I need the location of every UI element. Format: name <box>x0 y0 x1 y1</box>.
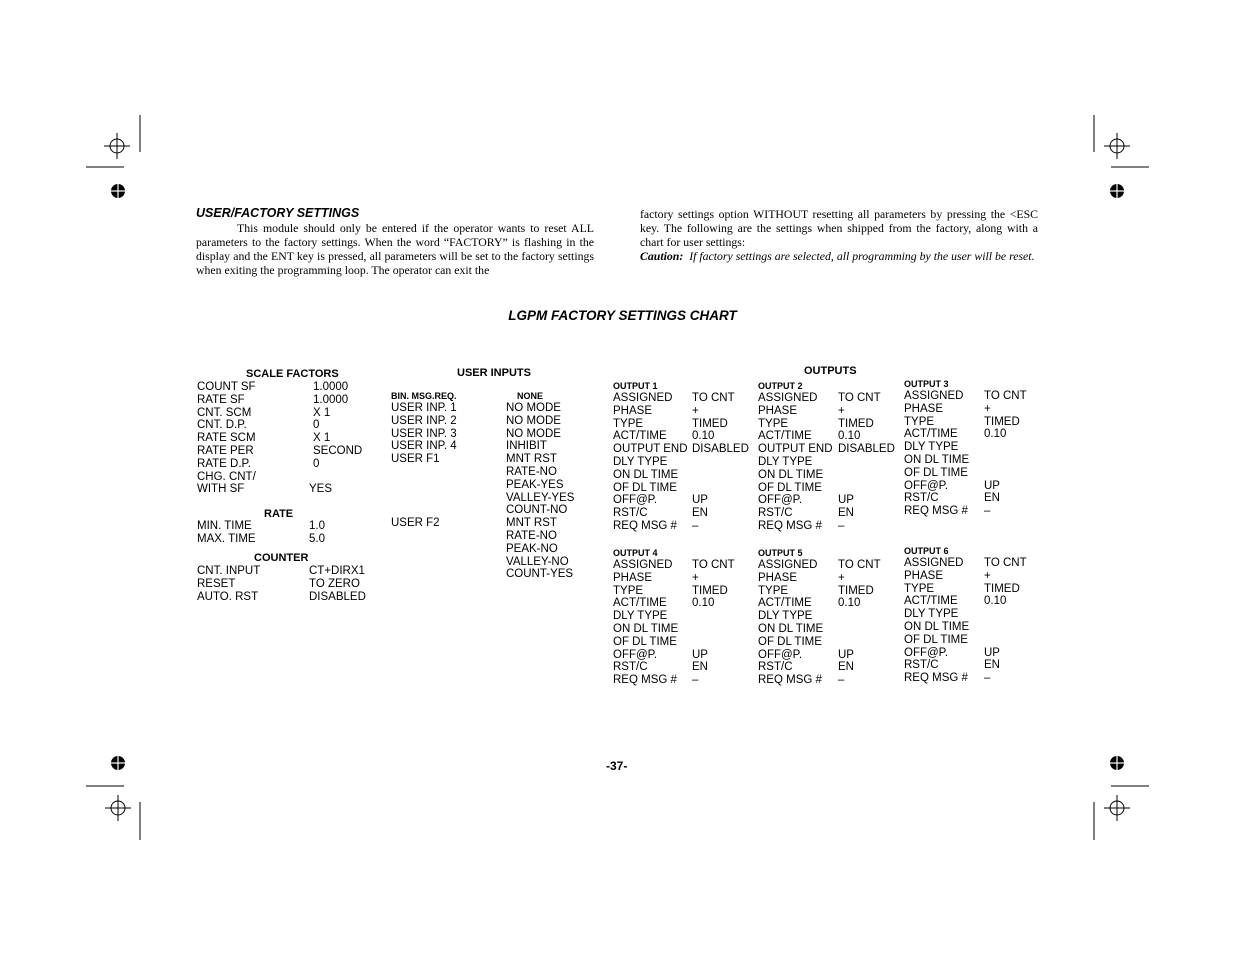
table-row <box>758 507 898 520</box>
cell-label: DLY TYPE <box>613 610 668 623</box>
cell-value: + <box>984 569 991 582</box>
cell-label: OUTPUT END <box>758 443 833 456</box>
cell-value: – <box>838 674 845 687</box>
counter-table <box>197 565 377 603</box>
cell-label: DLY TYPE <box>758 610 813 623</box>
cell-label: TYPE <box>904 415 935 428</box>
table-row <box>613 623 753 636</box>
right-paragraph: factory settings option WITHOUT resetting all parameters by pressing the <ESC key. The following are the settings when shipped from the factory, along with a chart for user settings: <box>640 207 1038 249</box>
table-row <box>904 647 1034 660</box>
cell-label: ACT/TIME <box>613 430 667 443</box>
table-row <box>613 392 753 405</box>
table-row <box>904 621 1034 634</box>
cell-value: INHIBIT <box>506 440 547 453</box>
table-row <box>391 466 591 479</box>
table-row <box>613 469 753 482</box>
output-3-heading: OUTPUT 3 <box>904 379 949 389</box>
table-row <box>904 467 1034 480</box>
cell-value: – <box>984 505 991 518</box>
cell-label: ACT/TIME <box>904 428 958 441</box>
cell-value: – <box>692 674 699 687</box>
cell-label: OFF@P. <box>904 646 949 659</box>
cell-value: NO MODE <box>506 402 561 414</box>
table-row <box>197 565 377 578</box>
left-paragraph: This module should only be entered if the operator wants to reset ALL parameters to the factory settings. When the word “FACTORY” is flashing in the display and the ENT key is pressed, all parameters will be set to the factory settings when exiting the programming loop. The operator can exit the <box>196 221 594 277</box>
table-row <box>197 591 377 604</box>
cell-label: DLY TYPE <box>758 455 813 468</box>
cell-value: EN <box>984 492 1000 505</box>
output-3-table <box>904 390 1034 518</box>
table-row <box>613 456 753 469</box>
caution-label: Caution: <box>640 249 684 263</box>
table-row <box>613 405 753 418</box>
cell-value: 0 <box>313 419 320 432</box>
cell-value: 0.10 <box>984 428 1007 441</box>
cell-value: COUNT-NO <box>506 504 568 517</box>
cell-value: UP <box>692 648 708 661</box>
cell-value: UP <box>984 646 1000 659</box>
cell-label: CNT. INPUT <box>197 565 261 577</box>
section-title: USER/FACTORY SETTINGS <box>196 206 360 220</box>
table-row <box>613 636 753 649</box>
cell-label: AUTO. RST <box>197 590 259 603</box>
cell-label: PHASE <box>904 569 943 582</box>
table-row <box>758 469 898 482</box>
cell-label: ON DL TIME <box>904 453 970 466</box>
table-row <box>758 623 898 636</box>
table-row <box>391 556 591 569</box>
cell-value: 0 <box>313 457 320 470</box>
cell-value: 1.0000 <box>313 393 349 406</box>
cell-value: DISABLED <box>309 590 366 603</box>
table-row <box>391 402 591 415</box>
cell-label: REQ MSG # <box>904 672 968 685</box>
table-row <box>904 492 1034 505</box>
cell-value: + <box>838 571 845 584</box>
output-4-table <box>613 559 753 687</box>
cell-value: TIMED <box>692 417 728 430</box>
table-row <box>613 610 753 623</box>
cell-value: TO ZERO <box>309 577 360 590</box>
table-row <box>391 543 591 556</box>
cell-value: SECOND <box>313 444 363 457</box>
cell-value: TO CNT <box>984 390 1027 402</box>
table-row <box>197 471 377 484</box>
cell-label: OFF@P. <box>613 648 658 661</box>
cell-label: ACT/TIME <box>613 597 667 610</box>
table-row <box>613 597 753 610</box>
table-row <box>613 585 753 598</box>
page-number: -37- <box>606 759 628 773</box>
cell-label: OF DL TIME <box>613 481 677 494</box>
cell-value: YES <box>309 483 333 496</box>
table-row <box>197 407 377 420</box>
cell-label: ON DL TIME <box>613 622 679 635</box>
cell-label: MIN. TIME <box>197 520 252 532</box>
cell-value: EN <box>692 661 708 674</box>
output-6-table <box>904 557 1034 685</box>
table-row <box>391 530 591 543</box>
table-row <box>613 507 753 520</box>
cell-value: UP <box>692 494 708 507</box>
cell-label: REQ MSG # <box>613 674 677 687</box>
table-row <box>904 557 1034 570</box>
cell-value: TIMED <box>838 584 874 597</box>
table-row <box>391 504 591 517</box>
cell-value: TO CNT <box>984 557 1027 569</box>
cell-value: TIMED <box>984 415 1020 428</box>
cell-value: TO CNT <box>692 392 735 404</box>
cell-value: EN <box>838 507 854 520</box>
table-row <box>904 428 1034 441</box>
cell-label: ASSIGNED <box>758 392 818 404</box>
cell-label: USER INP. 3 <box>391 427 457 440</box>
cell-value: MNT RST <box>506 453 557 466</box>
cell-label: TYPE <box>613 417 644 430</box>
table-row <box>613 649 753 662</box>
cell-label: PHASE <box>613 571 652 584</box>
table-row <box>758 661 898 674</box>
table-row <box>904 570 1034 583</box>
table-row <box>197 394 377 407</box>
table-row <box>904 672 1034 685</box>
table-row <box>758 405 898 418</box>
cell-label: PHASE <box>758 571 797 584</box>
caution-text: If factory settings are selected, all programming by the user will be reset. <box>689 249 1035 263</box>
cell-label: RST/C <box>904 659 939 672</box>
table-row <box>613 661 753 674</box>
cell-label: OFF@P. <box>758 648 803 661</box>
chart-title: LGPM FACTORY SETTINGS CHART <box>508 308 737 323</box>
output-5-heading: OUTPUT 5 <box>758 548 803 558</box>
table-row <box>758 482 898 495</box>
cell-label: RATE D.P. <box>197 457 251 470</box>
cell-label: USER INP. 1 <box>391 402 457 414</box>
table-row <box>758 597 898 610</box>
table-row <box>613 418 753 431</box>
cell-label: CNT. SCM <box>197 406 252 419</box>
table-row <box>197 445 377 458</box>
table-row <box>904 608 1034 621</box>
table-row <box>613 520 753 533</box>
cell-label: WITH SF <box>197 483 245 496</box>
table-row <box>613 430 753 443</box>
output-1-heading: OUTPUT 1 <box>613 381 658 391</box>
cell-value: – <box>838 519 845 532</box>
table-row <box>758 443 898 456</box>
cell-label: REQ MSG # <box>613 519 677 532</box>
cell-label: TYPE <box>613 584 644 597</box>
cell-value: 0.10 <box>838 430 861 443</box>
output-5-table <box>758 559 898 687</box>
cell-value: RATE-NO <box>506 465 557 478</box>
cell-label: REQ MSG # <box>758 674 822 687</box>
cell-value: PEAK-YES <box>506 478 564 491</box>
cell-label: CNT. D.P. <box>197 419 247 432</box>
cell-value: TO CNT <box>692 559 735 571</box>
cell-label: RESET <box>197 577 236 590</box>
output-1-table <box>613 392 753 533</box>
cell-value: CT+DIRX1 <box>309 565 365 577</box>
cell-value: X 1 <box>313 406 331 419</box>
cell-value: TIMED <box>838 417 874 430</box>
table-row <box>197 520 377 533</box>
table-row <box>391 453 591 466</box>
output-2-heading: OUTPUT 2 <box>758 381 803 391</box>
cell-value: 0.10 <box>692 597 715 610</box>
table-row <box>613 559 753 572</box>
cell-value: RATE-NO <box>506 529 557 542</box>
cell-value: NO MODE <box>506 414 561 427</box>
user-inputs-table <box>391 402 591 581</box>
cell-value: X 1 <box>313 432 331 445</box>
table-row <box>197 578 377 591</box>
table-row <box>758 649 898 662</box>
cell-label: PHASE <box>904 402 943 415</box>
cell-value: EN <box>838 661 854 674</box>
cell-label: CHG. CNT/ <box>197 470 256 483</box>
table-row <box>758 418 898 431</box>
cell-label: OUTPUT END <box>613 443 688 456</box>
cell-value: UP <box>984 479 1000 492</box>
cell-label: ON DL TIME <box>904 620 970 633</box>
cell-value: EN <box>692 507 708 520</box>
cell-value: TIMED <box>984 582 1020 595</box>
cell-label: ACT/TIME <box>758 430 812 443</box>
cell-value: DISABLED <box>692 443 749 456</box>
output-2-table <box>758 392 898 533</box>
cell-value: PEAK-NO <box>506 542 558 555</box>
cell-label: RATE SCM <box>197 432 256 445</box>
table-row <box>613 494 753 507</box>
cell-value: + <box>692 404 699 417</box>
cell-label: TYPE <box>758 584 789 597</box>
cell-label: DLY TYPE <box>613 455 668 468</box>
table-row <box>904 454 1034 467</box>
cell-label: REQ MSG # <box>904 505 968 518</box>
cell-label: ON DL TIME <box>613 468 679 481</box>
table-row <box>904 416 1034 429</box>
table-row <box>904 441 1034 454</box>
table-row <box>391 479 591 492</box>
cell-label: RST/C <box>613 507 648 520</box>
user-inputs-heading: USER INPUTS <box>457 367 531 379</box>
cell-value: 1.0000 <box>313 381 349 393</box>
cell-value: NO MODE <box>506 427 561 440</box>
outputs-heading: OUTPUTS <box>804 365 857 377</box>
cell-value: UP <box>838 648 854 661</box>
cell-value: – <box>984 672 991 685</box>
cell-label: ON DL TIME <box>758 468 824 481</box>
table-row <box>758 610 898 623</box>
table-row <box>758 572 898 585</box>
cell-value: COUNT-YES <box>506 568 574 581</box>
cell-label: OFF@P. <box>758 494 803 507</box>
table-row <box>613 572 753 585</box>
cell-label: PHASE <box>758 404 797 417</box>
cell-label: OF DL TIME <box>613 635 677 648</box>
cell-label: OFF@P. <box>904 479 949 492</box>
cell-value: + <box>984 402 991 415</box>
table-row <box>904 634 1034 647</box>
cell-value: + <box>692 571 699 584</box>
cell-label: ASSIGNED <box>613 559 673 571</box>
cell-value: 0.10 <box>838 597 861 610</box>
table-row <box>197 381 377 394</box>
cell-label: ASSIGNED <box>758 559 818 571</box>
table-row <box>904 659 1034 672</box>
table-row <box>391 517 591 530</box>
table-row <box>904 403 1034 416</box>
table-row <box>758 585 898 598</box>
table-row <box>758 456 898 469</box>
cell-value: 1.0 <box>309 520 325 532</box>
cell-value: EN <box>984 659 1000 672</box>
table-row <box>758 559 898 572</box>
cell-value: + <box>838 404 845 417</box>
cell-value: MNT RST <box>506 517 557 530</box>
table-row <box>758 520 898 533</box>
cell-label: OFF@P. <box>613 494 658 507</box>
cell-label: DLY TYPE <box>904 608 959 621</box>
table-row <box>904 595 1034 608</box>
cell-value: DISABLED <box>838 443 895 456</box>
none-header: NONE <box>517 391 544 401</box>
cell-value: TO CNT <box>838 559 881 571</box>
cell-label: RATE SF <box>197 393 245 406</box>
bin-msg-req-header: BIN. MSG.REQ. <box>391 391 457 401</box>
cell-label: USER F1 <box>391 453 440 466</box>
table-row <box>613 482 753 495</box>
cell-value: 5.0 <box>309 532 325 545</box>
output-6-heading: OUTPUT 6 <box>904 546 949 556</box>
cell-label: ASSIGNED <box>613 392 673 404</box>
cell-label: RATE PER <box>197 444 254 457</box>
cell-label: ACT/TIME <box>904 595 958 608</box>
table-row <box>197 533 377 546</box>
table-row <box>613 443 753 456</box>
table-row <box>904 583 1034 596</box>
cell-value: – <box>692 519 699 532</box>
table-row <box>758 494 898 507</box>
cell-label: TYPE <box>758 417 789 430</box>
cell-value: VALLEY-NO <box>506 555 569 568</box>
table-row <box>758 392 898 405</box>
cell-label: OF DL TIME <box>904 633 968 646</box>
cell-label: OF DL TIME <box>758 481 822 494</box>
cell-label: ON DL TIME <box>758 622 824 635</box>
caution-note <box>640 249 1038 263</box>
table-row <box>391 428 591 441</box>
table-row <box>758 674 898 687</box>
cell-label: OF DL TIME <box>904 466 968 479</box>
table-row <box>758 430 898 443</box>
counter-heading: COUNTER <box>254 552 309 564</box>
rate-heading: RATE <box>264 508 294 520</box>
cell-label: TYPE <box>904 582 935 595</box>
scale-factors-table <box>197 381 377 496</box>
cell-label: RST/C <box>904 492 939 505</box>
cell-label: PHASE <box>613 404 652 417</box>
table-row <box>197 419 377 432</box>
output-4-heading: OUTPUT 4 <box>613 548 658 558</box>
cell-value: VALLEY-YES <box>506 491 575 504</box>
cell-label: ASSIGNED <box>904 390 964 402</box>
cell-value: TIMED <box>692 584 728 597</box>
cell-label: USER INP. 4 <box>391 440 457 453</box>
cell-value: TO CNT <box>838 392 881 404</box>
table-row <box>904 505 1034 518</box>
table-row <box>391 492 591 505</box>
cell-label: USER INP. 2 <box>391 414 457 427</box>
cell-label: COUNT SF <box>197 381 256 393</box>
table-row <box>391 415 591 428</box>
rate-table <box>197 520 377 546</box>
table-row <box>904 390 1034 403</box>
cell-label: RST/C <box>758 661 793 674</box>
cell-label: REQ MSG # <box>758 519 822 532</box>
cell-label: USER F2 <box>391 517 440 530</box>
cell-value: 0.10 <box>984 595 1007 608</box>
cell-label: DLY TYPE <box>904 441 959 454</box>
table-row <box>197 432 377 445</box>
cell-label: ASSIGNED <box>904 557 964 569</box>
table-row <box>904 480 1034 493</box>
cell-label: OF DL TIME <box>758 635 822 648</box>
scale-factors-heading: SCALE FACTORS <box>246 368 339 380</box>
table-row <box>197 483 377 496</box>
table-row <box>391 440 591 453</box>
table-row <box>197 458 377 471</box>
cell-label: RST/C <box>613 661 648 674</box>
table-row <box>391 568 591 581</box>
cell-value: 0.10 <box>692 430 715 443</box>
cell-label: RST/C <box>758 507 793 520</box>
table-row <box>613 674 753 687</box>
cell-label: MAX. TIME <box>197 532 256 545</box>
cell-label: ACT/TIME <box>758 597 812 610</box>
cell-value: UP <box>838 494 854 507</box>
table-row <box>758 636 898 649</box>
